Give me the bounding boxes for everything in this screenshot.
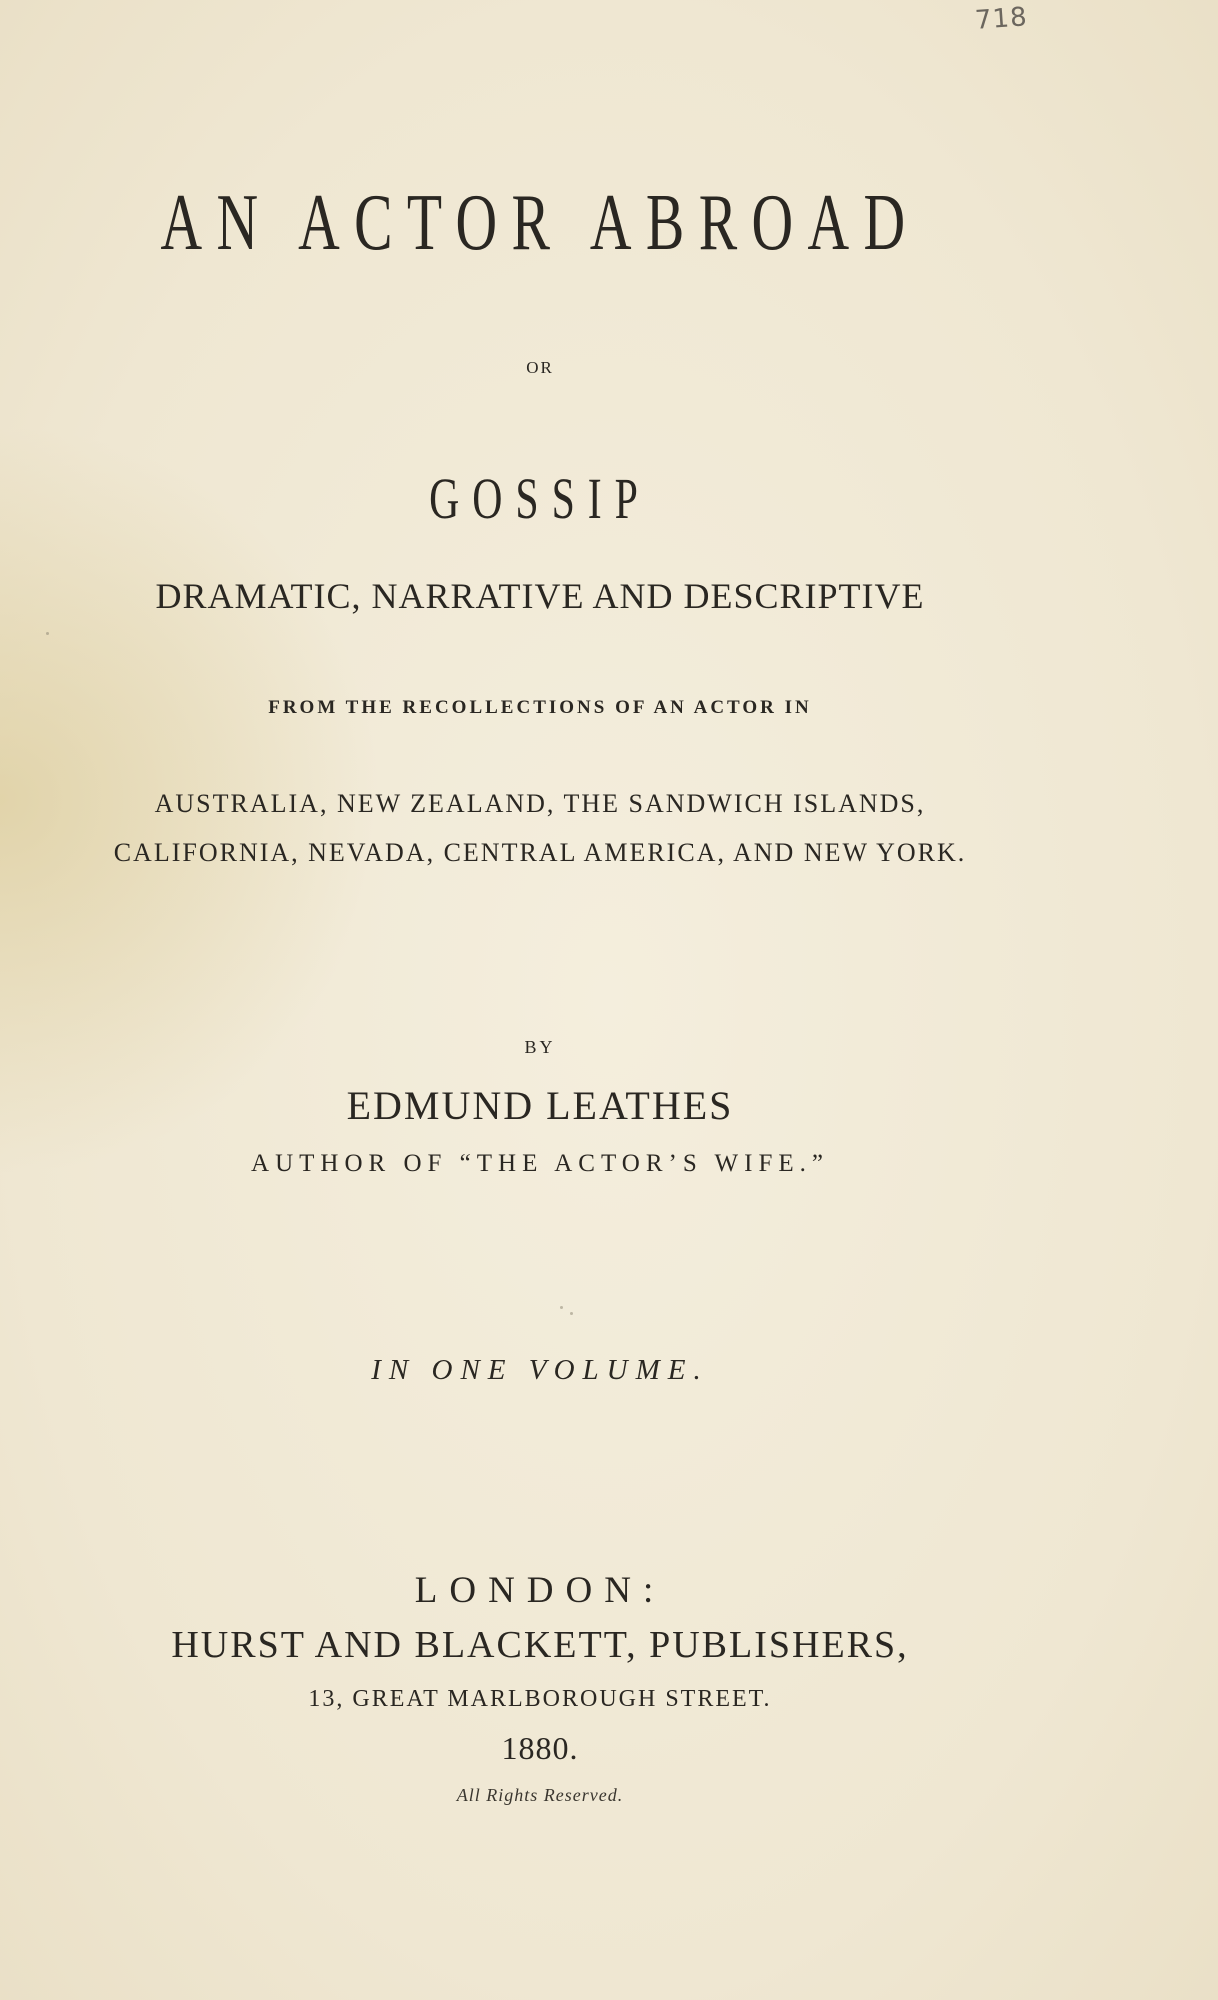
subtitle-main: GOSSIP [429,466,651,531]
recollections-line: FROM THE RECOLLECTIONS OF AN ACTOR IN [268,697,812,718]
pencil-margin-note: 718 [974,2,1029,36]
author-name: EDMUND LEATHES [346,1083,734,1128]
imprint-city: LONDON: [414,1570,666,1611]
volume-note: IN ONE VOLUME. [371,1354,709,1386]
places-line-2: CALIFORNIA, NEVADA, CENTRAL AMERICA, AND NEW YORK. [113,838,967,867]
paper-speck [46,632,49,635]
title-connector: OR [526,358,554,377]
imprint-address: 13, GREAT MARLBOROUGH STREET. [308,1686,772,1712]
by-line: BY [524,1037,556,1057]
author-credit: AUTHOR OF “THE ACTOR’S WIFE.” [251,1150,829,1177]
places-line-1: AUSTRALIA, NEW ZEALAND, THE SANDWICH ISLANDS, [154,789,926,818]
book-title: AN ACTOR ABROAD [160,179,920,267]
imprint-publisher: HURST AND BLACKETT, PUBLISHERS, [171,1624,909,1666]
subtitle-description: DRAMATIC, NARRATIVE AND DESCRIPTIVE [155,576,925,616]
paper-speck [570,1312,573,1315]
rights-notice: All Rights Reserved. [456,1785,624,1805]
imprint-year: 1880. [501,1730,579,1766]
paper-speck [560,1306,563,1309]
